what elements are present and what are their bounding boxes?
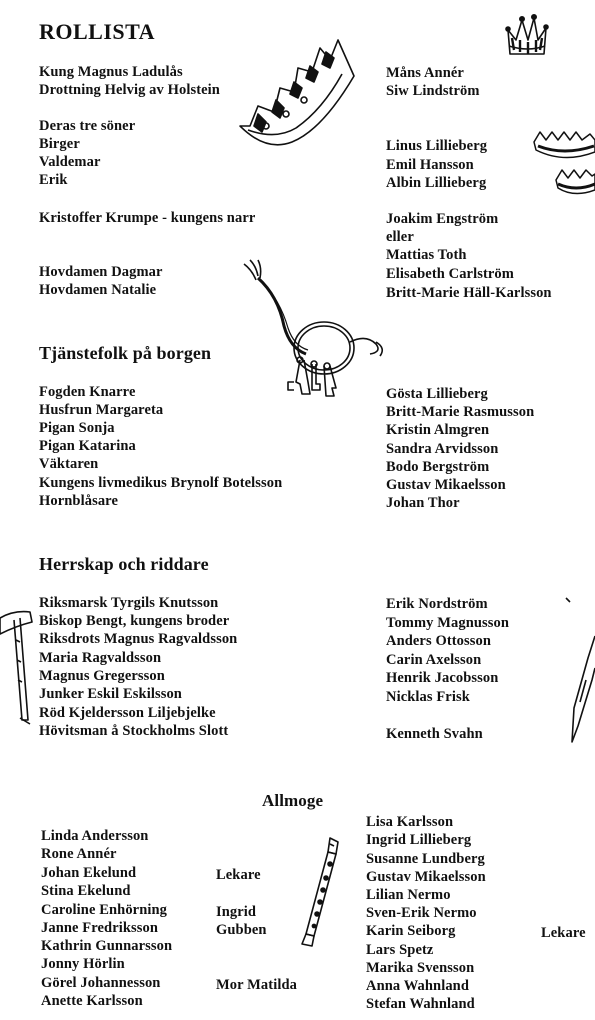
role-maid-sonja: Pigan Sonja bbox=[39, 420, 115, 436]
commoner-name: Janne Fredriksson bbox=[41, 920, 159, 936]
commoner-name: Gustav Mikaelsson bbox=[366, 869, 486, 885]
role-rod-kjeldersson: Röd Kjeldersson Liljebjelke bbox=[39, 705, 216, 721]
role-king: Kung Magnus Ladulås bbox=[39, 64, 183, 80]
section-heading-servants: Tjänstefolk på borgen bbox=[39, 343, 212, 363]
role-captain: Hövitsman å Stockholms Slott bbox=[39, 723, 229, 739]
role-physician: Kungens livmedikus Brynolf Botelsson bbox=[39, 475, 283, 491]
role-lady-dagmar: Hovdamen Dagmar bbox=[39, 264, 163, 280]
commoner-name: Lilian Nermo bbox=[366, 887, 451, 903]
commoner-name: Stina Ekelund bbox=[41, 883, 131, 899]
actor-name: Sandra Arvidsson bbox=[386, 441, 499, 457]
keyring-icon bbox=[238, 256, 388, 406]
actor-name: Erik Nordström bbox=[386, 596, 488, 612]
actor-name: Carin Axelsson bbox=[386, 652, 482, 668]
commoner-role-mor-matilda: Mor Matilda bbox=[216, 977, 297, 993]
axe-icon bbox=[0, 600, 40, 730]
role-steward: Riksdrots Magnus Ragvaldsson bbox=[39, 631, 238, 647]
actor-name: Kristin Almgren bbox=[386, 422, 490, 438]
commoner-name: Linda Andersson bbox=[41, 828, 149, 844]
tilted-crown-icon bbox=[236, 30, 362, 150]
role-erik: Erik bbox=[39, 172, 68, 188]
actor-name: Tommy Magnusson bbox=[386, 615, 510, 631]
commoner-name: Rone Annér bbox=[41, 846, 117, 862]
actor-alternate-note: eller bbox=[386, 229, 414, 245]
actor-name: Nicklas Frisk bbox=[386, 689, 470, 705]
sword-icon bbox=[566, 596, 595, 746]
role-bailiff: Fogden Knarre bbox=[39, 384, 136, 400]
section-heading-nobles: Herrskap och riddare bbox=[39, 554, 209, 574]
commoner-role-lekare: Lekare bbox=[216, 867, 261, 883]
actor-name: Elisabeth Carlström bbox=[386, 266, 514, 282]
commoner-name: Lisa Karlsson bbox=[366, 814, 454, 830]
actor-name: Siw Lindström bbox=[386, 83, 480, 99]
commoner-name: Karin Seiborg bbox=[366, 923, 456, 939]
commoner-name: Anna Wahnland bbox=[366, 978, 469, 994]
commoner-role-gubben: Gubben bbox=[216, 922, 267, 938]
commoner-name: Caroline Enhörning bbox=[41, 902, 168, 918]
actor-name: Henrik Jacobsson bbox=[386, 670, 499, 686]
commoner-role-ingrid: Ingrid bbox=[216, 904, 257, 920]
role-marshal: Riksmarsk Tyrgils Knutsson bbox=[39, 595, 219, 611]
role-magnus-gregersson: Magnus Gregersson bbox=[39, 668, 165, 684]
section-heading-commoners: Allmoge bbox=[262, 791, 324, 810]
actor-name: Anders Ottosson bbox=[386, 633, 492, 649]
actor-name: Gösta Lillieberg bbox=[386, 386, 488, 402]
crown-icon bbox=[498, 10, 558, 60]
actor-name: Gustav Mikaelsson bbox=[386, 477, 506, 493]
role-horn-player: Hornblåsare bbox=[39, 493, 118, 509]
actor-name: Britt-Marie Rasmusson bbox=[386, 404, 535, 420]
actor-name: Bodo Bergström bbox=[386, 459, 490, 475]
commoner-name: Anette Karlsson bbox=[41, 993, 143, 1009]
role-jester: Kristoffer Krumpe - kungens narr bbox=[39, 210, 256, 226]
actor-name: Kenneth Svahn bbox=[386, 726, 483, 742]
commoner-name: Ingrid Lillieberg bbox=[366, 832, 472, 848]
role-housewife: Husfrun Margareta bbox=[39, 402, 164, 418]
commoner-name: Susanne Lundberg bbox=[366, 851, 485, 867]
commoner-name: Stefan Wahnland bbox=[366, 996, 475, 1012]
commoner-name: Marika Svensson bbox=[366, 960, 475, 976]
role-maid-katarina: Pigan Katarina bbox=[39, 438, 136, 454]
commoner-name: Kathrin Gunnarsson bbox=[41, 938, 173, 954]
actor-name: Johan Thor bbox=[386, 495, 460, 511]
commoner-name: Lars Spetz bbox=[366, 942, 434, 958]
commoner-role-lekare-right: Lekare bbox=[541, 925, 586, 941]
page-title: ROLLISTA bbox=[39, 19, 156, 44]
role-three-sons: Deras tre söner bbox=[39, 118, 136, 134]
commoner-name: Jonny Hörlin bbox=[41, 956, 125, 972]
actor-name: Albin Lillieberg bbox=[386, 175, 487, 191]
role-junker: Junker Eskil Eskilsson bbox=[39, 686, 182, 702]
small-crown-icon bbox=[530, 128, 595, 198]
role-guard: Väktaren bbox=[39, 456, 99, 472]
actor-name: Britt-Marie Häll-Karlsson bbox=[386, 285, 552, 301]
actor-name: Linus Lillieberg bbox=[386, 138, 488, 154]
actor-name: Emil Hansson bbox=[386, 157, 474, 173]
role-bishop: Biskop Bengt, kungens broder bbox=[39, 613, 230, 629]
role-lady-natalie: Hovdamen Natalie bbox=[39, 282, 157, 298]
commoner-name: Sven-Erik Nermo bbox=[366, 905, 477, 921]
recorder-flute-icon bbox=[290, 836, 345, 948]
actor-name: Mattias Toth bbox=[386, 247, 467, 263]
role-maria: Maria Ragvaldsson bbox=[39, 650, 162, 666]
role-birger: Birger bbox=[39, 136, 80, 152]
commoner-name: Görel Johannesson bbox=[41, 975, 161, 991]
actor-name: Joakim Engström bbox=[386, 211, 499, 227]
actor-name: Måns Annér bbox=[386, 65, 464, 81]
role-queen: Drottning Helvig av Holstein bbox=[39, 82, 220, 98]
commoner-name: Johan Ekelund bbox=[41, 865, 137, 881]
role-valdemar: Valdemar bbox=[39, 154, 101, 170]
